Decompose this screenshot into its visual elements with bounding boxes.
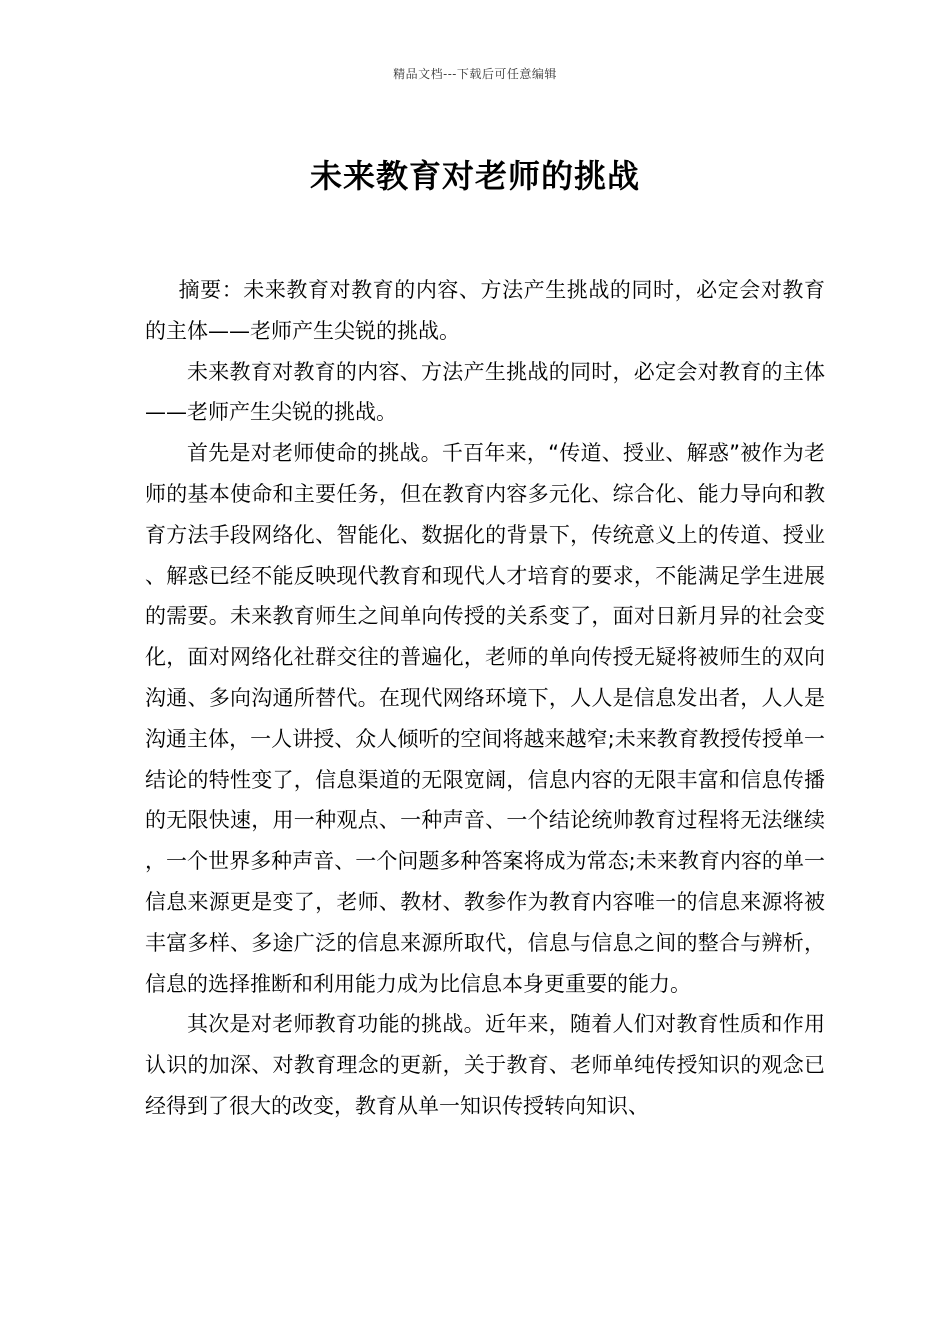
body-paragraph: 首先是对老师使命的挑战。千百年来，“传道、授业、解惑”被作为老师的基本使命和主要任务，但在教育内容多元化、综合化、能力导向和教育方法手段网络化、智能化、数据化的背景下，传统意义上的传道、授业、解惑已经不能反映现代教育和现代人才培育的要求，不能满足学生进展的需要。未来教育师生之间单向传授的关系变了，面对日新月异的社会变化，面对网络化社群交往的普遍化，老师的单向传授无疑将被师生的双向沟通、多向沟通所替代。在现代网络环境下，人人是信息发出者，人人是沟通主体，一人讲授、众人倾听的空间将越来越窄;未来教育教授传授单一结论的特性变了，信息渠道的无限宽阔，信息内容的无限丰富和信息传播的无限快速，用一种观点、一种声音、一个结论统帅教育过程将无法继续，一个世界多种声音、一个问题多种答案将成为常态;未来教育内容的单一信息来源更是变了，老师、教材、教参作为教育内容唯一的信息来源将被丰富多样、多途广泛的信息来源所取代，信息与信息之间的整合与辨析，信息的选择推断和利用能力成为比信息本身更重要的能力。 <box>145 441 825 996</box>
document-body <box>145 270 825 1127</box>
header-note: 精品文档---下载后可任意编辑 <box>393 67 557 81</box>
abstract-paragraph: 摘要：未来教育对教育的内容、方法产生挑战的同时，必定会对教育的主体——老师产生尖锐的挑战。 <box>145 278 825 343</box>
body-paragraph: 未来教育对教育的内容、方法产生挑战的同时，必定会对教育的主体——老师产生尖锐的挑战。 <box>145 359 825 425</box>
body-paragraph: 其次是对老师教育功能的挑战。近年来，随着人们对教育性质和作用认识的加深、对教育理念的更新，关于教育、老师单纯传授知识的观念已经得到了很大的改变，教育从单一知识传授转向知识、 <box>145 1012 825 1118</box>
document-title: 未来教育对老师的挑战 <box>309 157 640 195</box>
